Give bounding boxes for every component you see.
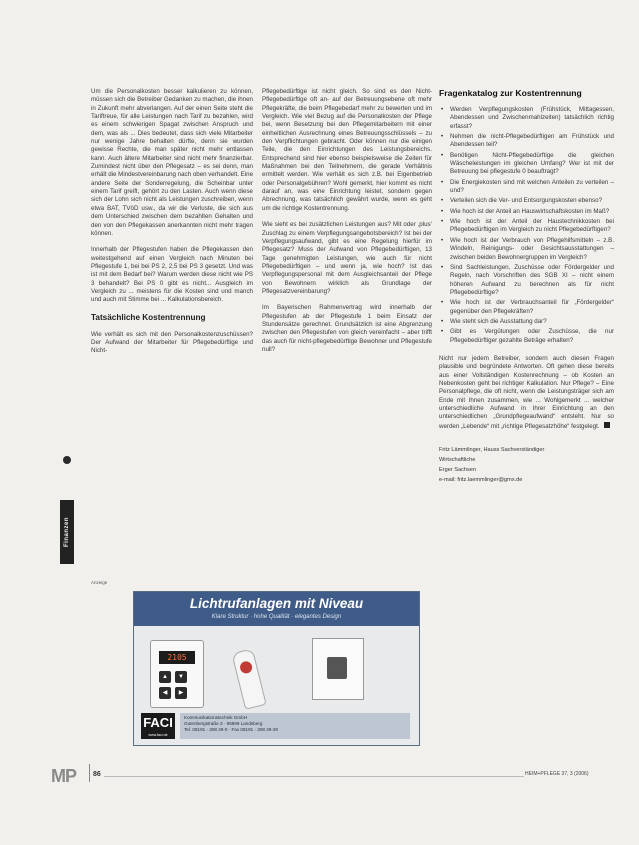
author-org: Erger Sachsen	[439, 467, 477, 474]
paragraph: Im Bayerischen Rahmenvertrag wird innerhalb der Pflegestufen ab der Pflegestufe 1 beim Einsatz der Stundensätze gerechnet. Grundsätzlich ist eine Abgrenzung zwischen den Pflegestufen von gleich vereinfacht – aber trifft das auch für nicht-pflegebedürftige Bewohner und Pflegestufe null?	[262, 304, 432, 353]
list-item: • Nehmen die nicht-Pflegebedürftigen am Frühstück und Abendessen teil?	[450, 133, 614, 150]
ad-header	[134, 592, 419, 626]
section-heading: Tatsächliche Kostentrennung	[91, 312, 206, 322]
terminal-display: 2105	[159, 651, 195, 664]
wall-switch-image	[312, 638, 364, 700]
list-item: • Wie hoch ist der Anteil an Hauswirtschaftskosten im Maß?	[450, 208, 614, 216]
list-item: • Verteilen sich die Ver- und Entsorgungskosten ebenso?	[450, 197, 614, 205]
company-address	[180, 713, 410, 739]
company-name: Kommunikationstechnik GmbH	[184, 715, 248, 720]
advertisement[interactable]	[133, 591, 420, 746]
call-pendant-image	[231, 648, 266, 710]
list-item: • Wie hoch ist der Anteil der Haustechnikkosten bei Pflegebedürftigen im Vergleich zu nicht Pflegebedürftigen?	[450, 218, 614, 235]
closing-paragraph	[439, 355, 614, 431]
terminal-button-icon: ▲	[159, 671, 171, 683]
journal-citation: HEIM+PFLEGE 37, 3 (2006)	[525, 771, 589, 777]
list-item: • Die Energiekosten sind mit welchen Anteilen zu verteilen – und?	[450, 179, 614, 196]
ad-marker: Anzeige	[91, 580, 108, 585]
terminal-button-icon: ▶	[175, 687, 187, 699]
logo-text: FACI	[143, 715, 173, 730]
author-email[interactable]: e-mail: fritz.laemmlinger@gmx.de	[439, 477, 523, 484]
ad-title: Lichtrufanlagen mit Niveau	[189, 596, 364, 611]
section-tab-label: Finanzen	[64, 516, 70, 548]
nurse-call-terminal-image	[150, 640, 204, 708]
page-number: 86	[93, 771, 101, 778]
list-item: • Gibt es Vergütungen oder Zuschüsse, die nur Pflegebedürftiger gezahlte Beträge erhalten?	[450, 328, 614, 345]
author-name: Fritz Lämmlinger, Hauss Sachverständiger	[439, 447, 545, 454]
list-item: • Werden Verpflegungskosten (Frühstück, Mittagessen, Abendessen und Zwischenmahlzeiten) tatsächlich richtig erfasst?	[450, 106, 614, 131]
terminal-button-icon: ▼	[175, 671, 187, 683]
paragraph: Pflegebedürftige ist nicht gleich. So sind es den Nicht-Pflegebedürftige oft an- auf der Betreuungsebene oft mehr Pflegekräfte, die beim Pflegebedarf mehr zu bewerten und im Vergleich. Wie viel Bezug auf die Personalkosten der Pflege bei, wenn Besetzung bei den Pflegemitarbeitern mit einer einheitlichen Ausrechnung eines Betreuungsschlüssels – zu den Verpflichtungen gebracht. Oder können nur die einigen Teile, die den Einrichtungen des Leistungsbereichs. Entsprechend sind hier ebenso beispielsweise die Zeiten für Maßnahmen bei den Teilnehmern, die gerade Verhältnis ermittelt werden. Wie verhält es sich z.B. bei Eigenbetrieb oder Personalgebühren? Wohl gemerkt, hier kommt es nicht darauf an, was eine Einrichtung leistet, sondern gegen Abrechnung, was tatsächlich gewährt wurde, wenn es geht um die richtige Kostentrennung.	[262, 88, 432, 212]
end-of-article-mark	[604, 422, 610, 428]
sidebar-box-heading: Fragenkatalog zur Kostentrennung	[439, 88, 582, 98]
list-item: • Benötigen Nicht-Pflegebedürftige die gleichen Wäscheleistungen im gleichen Umfang? Wer ist mit der Betreuung bei pflegestufe 0 beauftragt?	[450, 152, 614, 177]
call-button-icon	[239, 660, 254, 675]
closing-text: Nicht nur jedem Betreiber, sondern auch diesen Fragen plausible und begründete Antworten. Oft gehen diese bereits aus einer Vollständigen Kostenrechnung – ob Kosten an Nebenkosten geht bei richtiger Kalkulation. Nur Pflege? – Eine Personalpflege, die oft nicht, wenn die Leistungsträger sich am Ende mit Ihnen zusammen, wie ... Wohlgemerkt ... welcher unterschiedliche Aufwand in Ihrer Einrichtung an den unterschiedlichen „Grundpflegeaufwand“ entsteht. Nur so werden „Lebende“ mit „richtige Pflegesatzhöhe“ festgelegt.	[439, 354, 614, 430]
section-tab	[60, 500, 74, 564]
list-item: • Sind Sachleistungen, Zuschüsse oder Fördergelder und Regeln, nach Vorschriften des SGB XI – nicht einem höheren Aufwand zu berechnen als für nicht Pflegebedürftige?	[450, 264, 614, 297]
company-logo	[141, 713, 175, 739]
terminal-button-icon: ◀	[159, 687, 171, 699]
section-marker-dot	[63, 456, 71, 464]
magazine-logo: MP	[51, 766, 76, 786]
paragraph: Um die Personalkosten besser kalkulieren zu können, müssen sich die Betreiber Gedanken zu machen, die ihnen in Zukunft mehr abverlangen. Auf der einen Seite steht die Tariftreue, für alle Leistungen nach Tarif zu bezahlen, wird es einem schwierigen Spagat zwischen Anspruch und dem, was als ... Dies bedeutet, dass sich viele Mitarbeiter nur wenige Jahre behalten dürfte, denn sie wurden gewisse Rechte, die man später nicht mehr entlassen kann. Auch ältere Mitarbeiter sind nicht mehr finanzierbar. Zumindest nicht über den Pflegesatz – es sei denn, man erhält die Mindestvereinbarung nach oben verhandelt. Eine andere Seite der Sonderregelung, die Scheinbar unter einem Tarif greift, gehört zu den Lasten. Auch wenn diese sich der Lohn sich nicht als Leistungen zuschreiben, wenn etwa BAT, TVöD usw., da wir die Verluste, die sich aus dem Unterschied zwischen dem bezahlten Gehalten und den von den Pflegekassen anerkannten nicht mehr tragen können.	[91, 88, 254, 237]
list-item: • Wie steht sich die Ausstattung dar?	[450, 318, 614, 326]
article-column-1	[91, 88, 253, 364]
logo-url: www.faci.de	[148, 733, 168, 737]
switch-button-icon	[327, 657, 347, 679]
list-item: • Wie hoch ist der Verbrauchsanteil für „Fördergelder“ gegenüber den Pflegekräften?	[450, 299, 614, 316]
question-list	[439, 106, 614, 345]
author-block	[439, 445, 614, 485]
footer-rule	[104, 776, 524, 777]
article-column-3	[439, 88, 614, 485]
paragraph: Wie verhält es sich mit den Personalkostenzuschüssen? Der Aufwand der Mitarbeiter für Pflegebedürftige und Nicht-	[91, 330, 253, 355]
author-title: Wirtschaftliche	[439, 457, 476, 464]
company-street: Gutenbergstraße 3 · 86899 Landsberg	[184, 721, 263, 726]
company-phone: Tel. 08191 · 308 29-0 · Fax 08191 · 308 29-29	[184, 727, 278, 732]
paragraph: Wie sieht es bei zusätzlichen Leistungen aus? Mit oder ‚plus‘ Zuschlag zu einem Verpflegungsangebotsbereich? Ist bei der Verpflegungsaufwand, gibt es eine Regelung hierfür im Pflegesatz? Muss der Aufwand von Pflegebedürftigen, 13 Tage genehmigten Leistungen, wie auch für nicht Pflegebedürftigen – und wenn ja, wie hoch? Ist das Verpflegungspersonal mit dem Ausgleichsanteil der Pflege von Bewohnern wirklich als Grundlage der Pflegesatzvereinbarung?	[262, 221, 432, 295]
ad-subtitle: Klare Struktur · hohe Qualität · elegantes Design	[211, 614, 342, 620]
footer-divider	[89, 764, 90, 782]
paragraph: Innerhalb der Pflegestufen haben die Pflegekassen den weitestgehend auf einen Vergleich nach Minuten bei Pflegestufe 1, bei bei PS 2, 2,5 bei PS 3 gesetzt. Und was ist mit dem Bedarf bei? Warum werden diese nicht wie PS 3 behandelt? Bei PS 0 gibt es nicht... Ausgleich im Vergleich zu ... meistens für die Kosten sind und manch und auch mit Stimme bei ... Kalkulationsbereich.	[91, 246, 253, 304]
list-item: • Wie hoch ist der Verbrauch von Pflegehilfsmitteln – z.B. Windeln, Reinigungs- oder Gesichtsausstattungen – zwischen beiden Bewohnergruppen im Vergleich?	[450, 237, 614, 262]
article-column-2	[262, 88, 432, 362]
